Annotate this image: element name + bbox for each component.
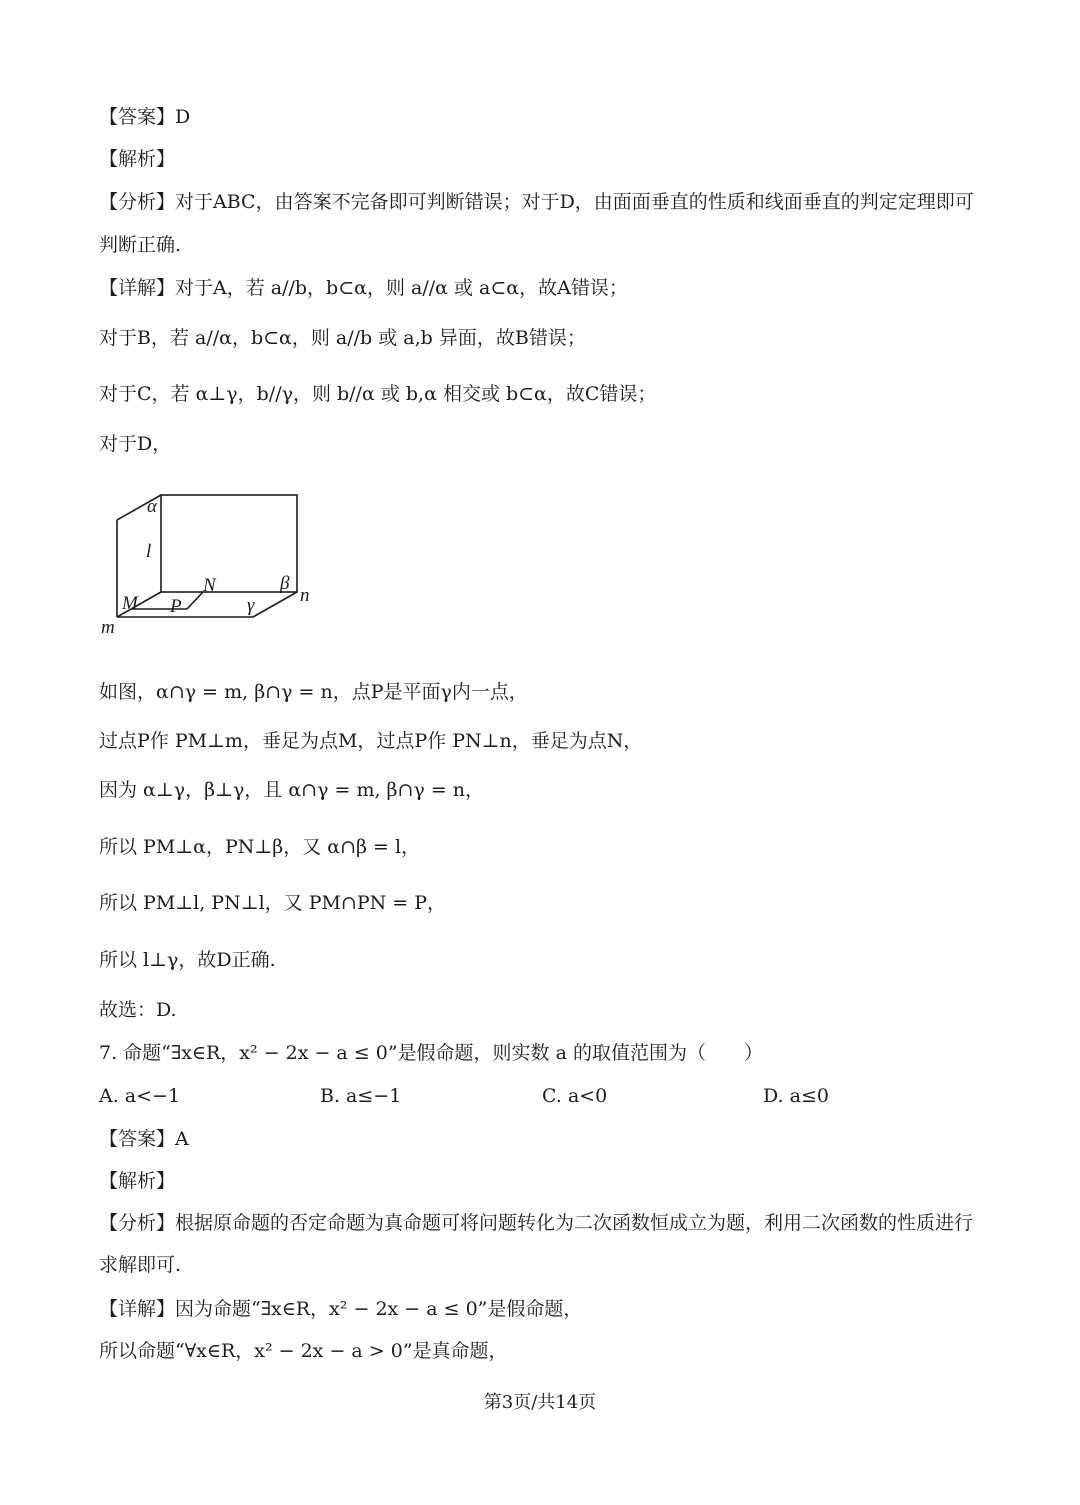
label-P: P — [170, 596, 182, 617]
q7-analysis-header: 【解析】 — [99, 1170, 176, 1192]
label-beta: β — [280, 573, 290, 594]
q6-answer: 【答案】D — [99, 106, 191, 128]
q6-choice: 故选：D. — [99, 999, 177, 1021]
page-footer: 第3页/共14页 — [483, 1392, 597, 1413]
q7-detail-line-2: 所以命题“∀x∈R，x² − 2x − a > 0”是真命题， — [99, 1340, 508, 1362]
label-N: N — [203, 575, 216, 596]
q6-proof-line-5: 所以 PM⊥l, PN⊥l，又 PM∩PN = P， — [99, 892, 447, 914]
q7-answer: 【答案】A — [99, 1128, 189, 1150]
q7-analysis-line-1: 【分析】根据原命题的否定命题为真命题可将问题转化为二次函数恒成立为题，利用二次函数的性质进行 — [99, 1212, 974, 1234]
geometry-figure — [95, 485, 325, 645]
q6-proof-line-3: 因为 α⊥γ，β⊥γ，且 α∩γ = m, β∩γ = n， — [99, 779, 485, 801]
q7-option-d: D. a≤0 — [763, 1085, 829, 1107]
label-l: l — [146, 541, 152, 562]
q7-option-a: A. a<−1 — [99, 1085, 181, 1107]
q6-analysis-line-1: 【分析】对于ABC，由答案不完备即可判断错误；对于D，由面面垂直的性质和线面垂直的判定定理即可 — [99, 191, 974, 213]
label-alpha: α — [147, 496, 157, 517]
q6-proof-line-1: 如图，α∩γ = m, β∩γ = n，点P是平面γ内一点， — [99, 681, 528, 703]
q7-option-c: C. a<0 — [542, 1085, 608, 1107]
q7-stem: 7. 命题“∃x∈R，x² − 2x − a ≤ 0”是假命题，则实数 a 的取值范围为（ ） — [99, 1042, 763, 1064]
q6-proof-line-6: 所以 l⊥γ，故D正确. — [99, 949, 276, 971]
label-m: m — [101, 617, 115, 638]
label-n: n — [300, 585, 310, 606]
q6-proof-line-2: 过点P作 PM⊥m，垂足为点M，过点P作 PN⊥n，垂足为点N， — [99, 730, 643, 752]
q6-analysis-line-2: 判断正确. — [99, 234, 182, 256]
q6-detail-a: 【详解】对于A，若 a//b，b⊂α，则 a//α 或 a⊂α，故A错误； — [99, 277, 628, 299]
q6-detail-b: 对于B，若 a//α，b⊂α，则 a//b 或 a,b 异面，故B错误； — [99, 327, 586, 349]
q7-option-b: B. a≤−1 — [320, 1085, 402, 1107]
label-gamma: γ — [247, 595, 255, 616]
q6-proof-line-4: 所以 PM⊥α，PN⊥β，又 α∩β = l， — [99, 836, 421, 858]
q6-detail-d: 对于D， — [99, 433, 172, 455]
q7-detail-line-1: 【详解】因为命题“∃x∈R，x² − 2x − a ≤ 0”是假命题， — [99, 1298, 583, 1320]
label-M: M — [122, 593, 138, 614]
q6-detail-c: 对于C，若 α⊥γ，b//γ，则 b//α 或 b,α 相交或 b⊂α，故C错误； — [99, 383, 657, 405]
q6-analysis-header: 【解析】 — [99, 148, 176, 170]
q7-analysis-line-2: 求解即可. — [99, 1254, 182, 1276]
